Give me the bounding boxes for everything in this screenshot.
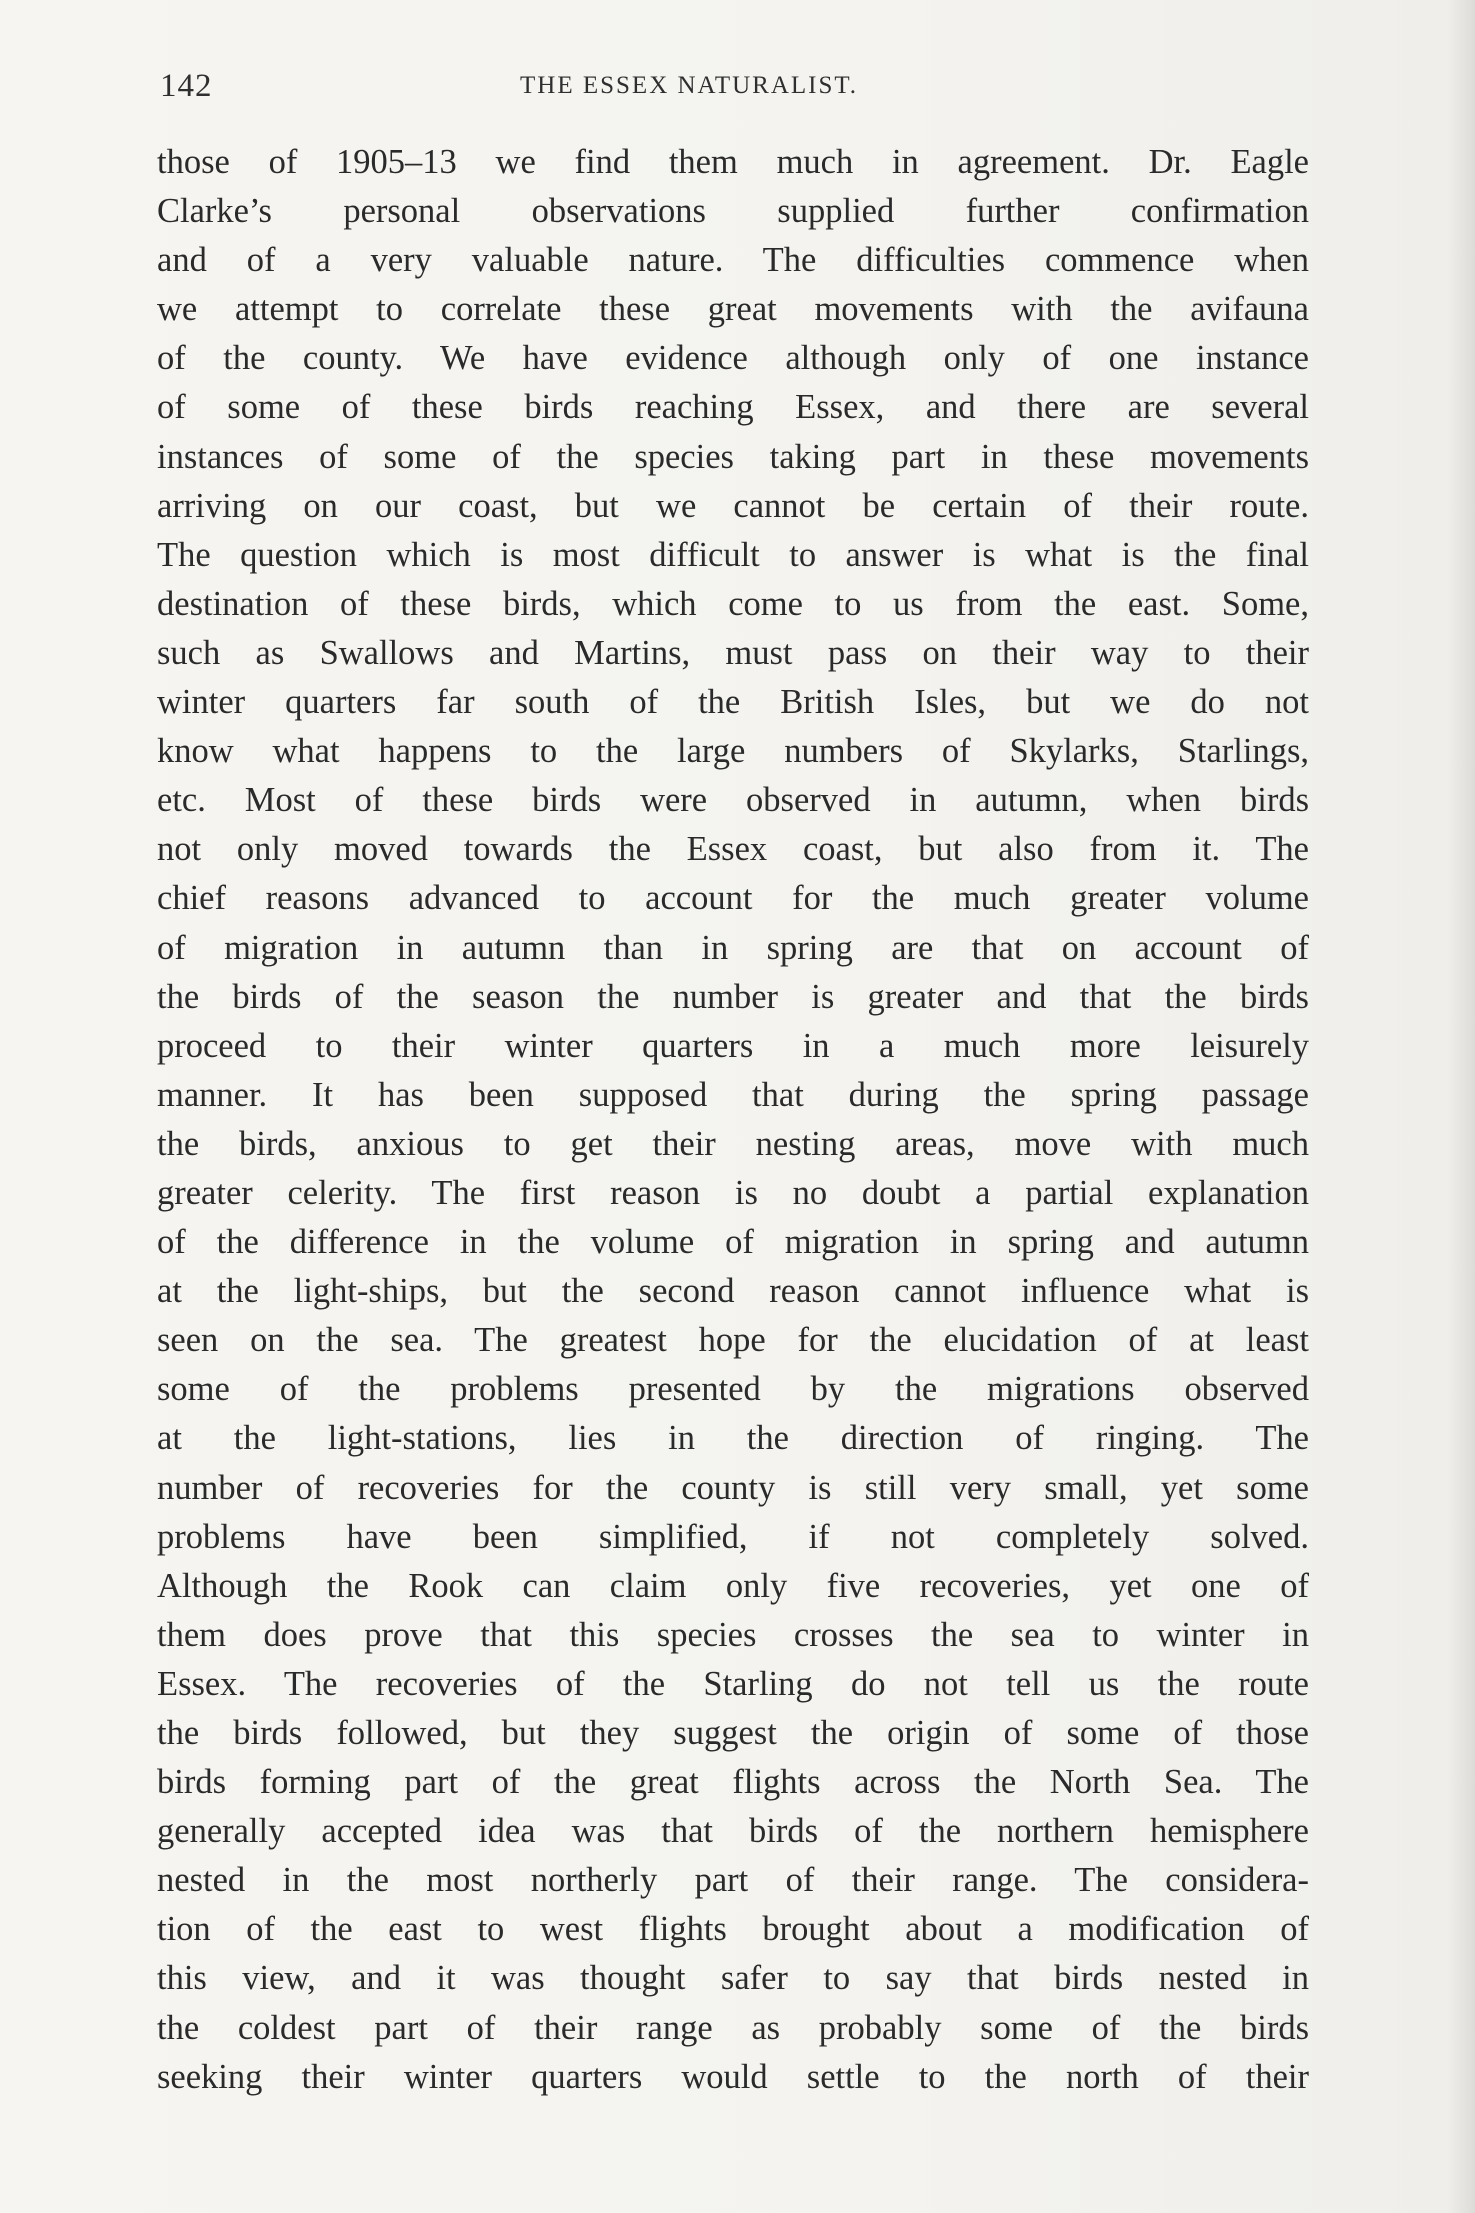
- text-line: the coldest part of their range as probably some of the birds: [157, 2008, 1309, 2047]
- text-line: this view, and it was thought safer to say that birds nested in: [157, 1959, 1309, 1998]
- text-line: the birds of the season the number is greater and that the birds: [157, 977, 1309, 1016]
- text-line: manner. It has been supposed that during the spring passage: [157, 1075, 1309, 1114]
- text-line: nested in the most northerly part of their range. The considera-: [157, 1861, 1309, 1900]
- body-text: [157, 138, 1309, 2102]
- text-line: instances of some of the species taking part in these movements: [157, 437, 1309, 476]
- text-line: etc. Most of these birds were observed in autumn, when birds: [157, 781, 1309, 820]
- text-line: some of the problems presented by the migrations observed: [157, 1370, 1309, 1409]
- text-line: The question which is most difficult to answer is what is the final: [157, 535, 1309, 574]
- text-line: greater celerity. The first reason is no doubt a partial explanation: [157, 1173, 1309, 1212]
- text-line: of migration in autumn than in spring are that on account of: [157, 928, 1309, 967]
- text-line: of the county. We have evidence although only of one instance: [157, 339, 1309, 378]
- text-line: problems have been simplified, if not completely solved.: [157, 1517, 1309, 1556]
- text-line: we attempt to correlate these great movements with the avifauna: [157, 290, 1309, 329]
- text-line: the birds followed, but they suggest the origin of some of those: [157, 1714, 1309, 1752]
- page-number: 142: [160, 68, 213, 104]
- text-line: tion of the east to west flights brought about a modification of: [157, 1910, 1309, 1949]
- text-line: Essex. The recoveries of the Starling do not tell us the route: [157, 1664, 1309, 1703]
- text-line: at the light-stations, lies in the direction of ringing. The: [157, 1419, 1309, 1458]
- text-line: such as Swallows and Martins, must pass on their way to their: [157, 633, 1309, 672]
- text-line: generally accepted idea was that birds of the northern hemisphere: [157, 1812, 1309, 1851]
- text-line: seeking their winter quarters would settle to the north of their: [157, 2057, 1309, 2096]
- text-line: Although the Rook can claim only five recoveries, yet one of: [157, 1566, 1309, 1605]
- text-line: Clarke’s personal observations supplied further confirmation: [157, 192, 1309, 231]
- text-line: seen on the sea. The greatest hope for the elucidation of at least: [157, 1321, 1309, 1360]
- text-line: and of a very valuable nature. The difficulties commence when: [157, 241, 1309, 280]
- text-line: the birds, anxious to get their nesting areas, move with much: [157, 1124, 1309, 1163]
- text-line: those of 1905–13 we find them much in agreement. Dr. Eagle: [157, 143, 1309, 181]
- text-line: birds forming part of the great flights across the North Sea. The: [157, 1763, 1309, 1802]
- text-line: of some of these birds reaching Essex, and there are several: [157, 388, 1309, 427]
- text-line: at the light-ships, but the second reason cannot influence what is: [157, 1272, 1309, 1311]
- running-title: THE ESSEX NATURALIST.: [520, 72, 859, 99]
- text-line: of the difference in the volume of migration in spring and autumn: [157, 1223, 1309, 1262]
- text-line: them does prove that this species crosses the sea to winter in: [157, 1615, 1309, 1654]
- text-line: chief reasons advanced to account for the much greater volume: [157, 879, 1309, 918]
- text-line: destination of these birds, which come to us from the east. Some,: [157, 584, 1309, 623]
- text-line: arriving on our coast, but we cannot be certain of their route.: [157, 486, 1309, 525]
- text-line: winter quarters far south of the British Isles, but we do not: [157, 683, 1309, 722]
- text-line: number of recoveries for the county is still very small, yet some: [157, 1468, 1309, 1507]
- running-head: [160, 68, 1310, 108]
- page-edge-shadow: [1447, 0, 1475, 2213]
- text-line: not only moved towards the Essex coast, but also from it. The: [157, 830, 1309, 869]
- text-line: know what happens to the large numbers of Skylarks, Starlings,: [157, 732, 1309, 771]
- text-line: proceed to their winter quarters in a much more leisurely: [157, 1026, 1309, 1065]
